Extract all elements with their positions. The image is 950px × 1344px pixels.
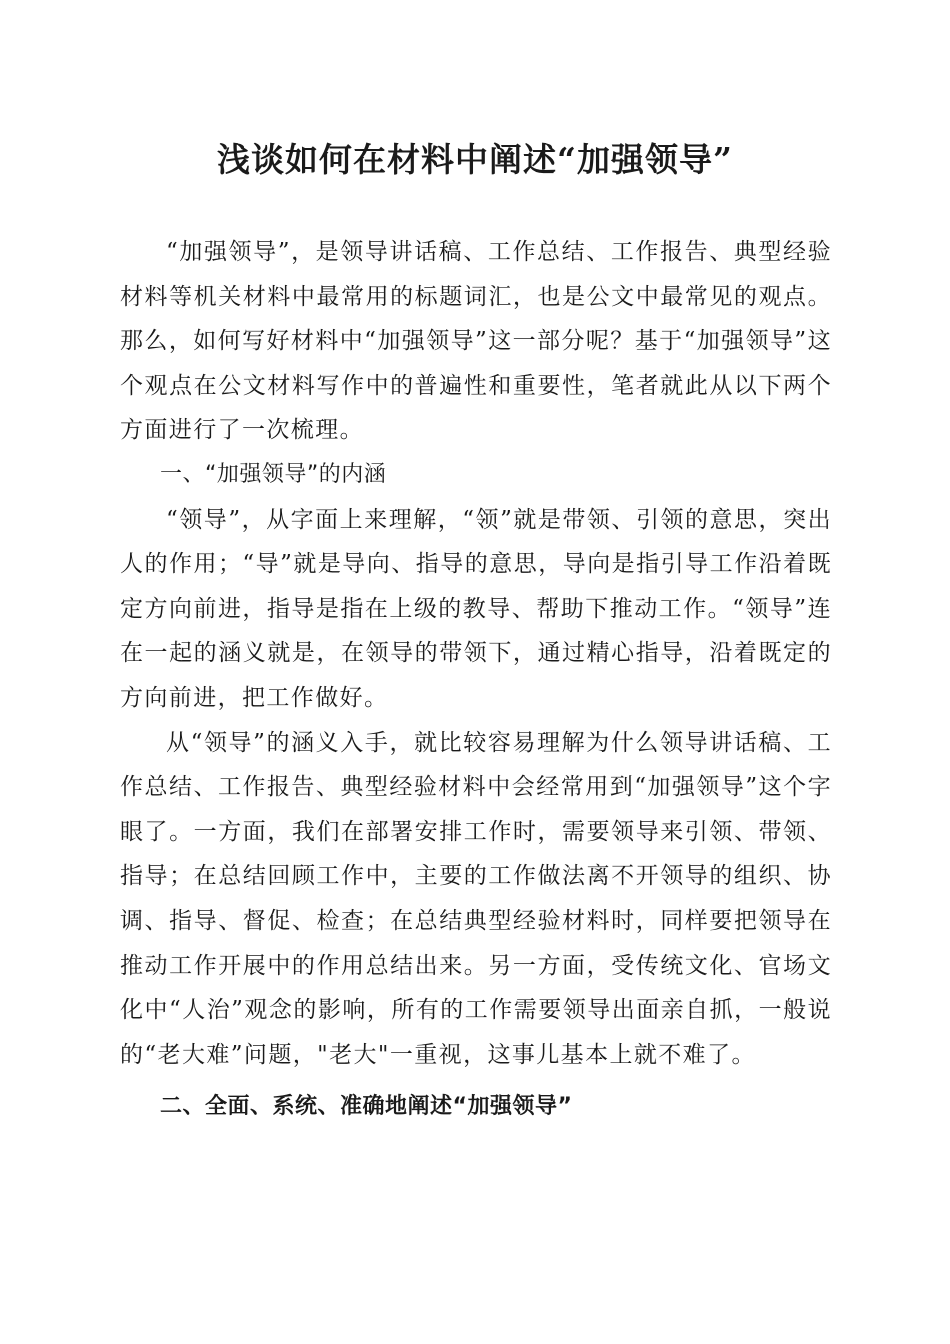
document-title: 浅谈如何在材料中阐述“加强领导” — [217, 140, 733, 179]
paragraph-2: 从“领导”的涵义入手，就比较容易理解为什么领导讲话稿、工作总结、工作报告、典型经验材料中会经常用到“加强领导”这个字眼了。一方面，我们在部署安排工作时，需要领导来引领、带领、指导；在总结回顾工作中，主要的工作做法离不开领导的组织、协调、指导、督促、检查；在总结典型经验材料时，同样要把领导在推动工作开展中的作用总结出来。另一方面，受传统文化、官场文化中“人治”观念的影响，所有的工作需要领导出面亲自抓，一般说的“老大难”问题，"老大"一重视，这事儿基本上就不难了。 — [120, 729, 832, 1068]
document-body — [120, 230, 832, 1130]
intro-paragraph: “加强领导”，是领导讲话稿、工作总结、工作报告、典型经验材料等机关材料中最常用的标题词汇，也是公文中最常见的观点。那么，如何写好材料中“加强领导”这一部分呢？基于“加强领导”这个观点在公文材料写作中的普遍性和重要性，笔者就此从以下两个方面进行了一次梳理。 — [120, 239, 832, 444]
paragraph-1: “领导”，从字面上来理解，“领”就是带领、引领的意思，突出人的作用；“导”就是导向、指导的意思，导向是指引导工作沿着既定方向前进，指导是指在上级的教导、帮助下推动工作。“领导”连在一起的涵义就是，在领导的带领下，通过精心指导，沿着既定的方向前进，把工作做好。 — [120, 506, 832, 711]
section-heading-1: 一、“加强领导”的内涵 — [160, 461, 387, 487]
section-heading-2: 二、全面、系统、准确地阐述“加强领导” — [160, 1094, 573, 1120]
